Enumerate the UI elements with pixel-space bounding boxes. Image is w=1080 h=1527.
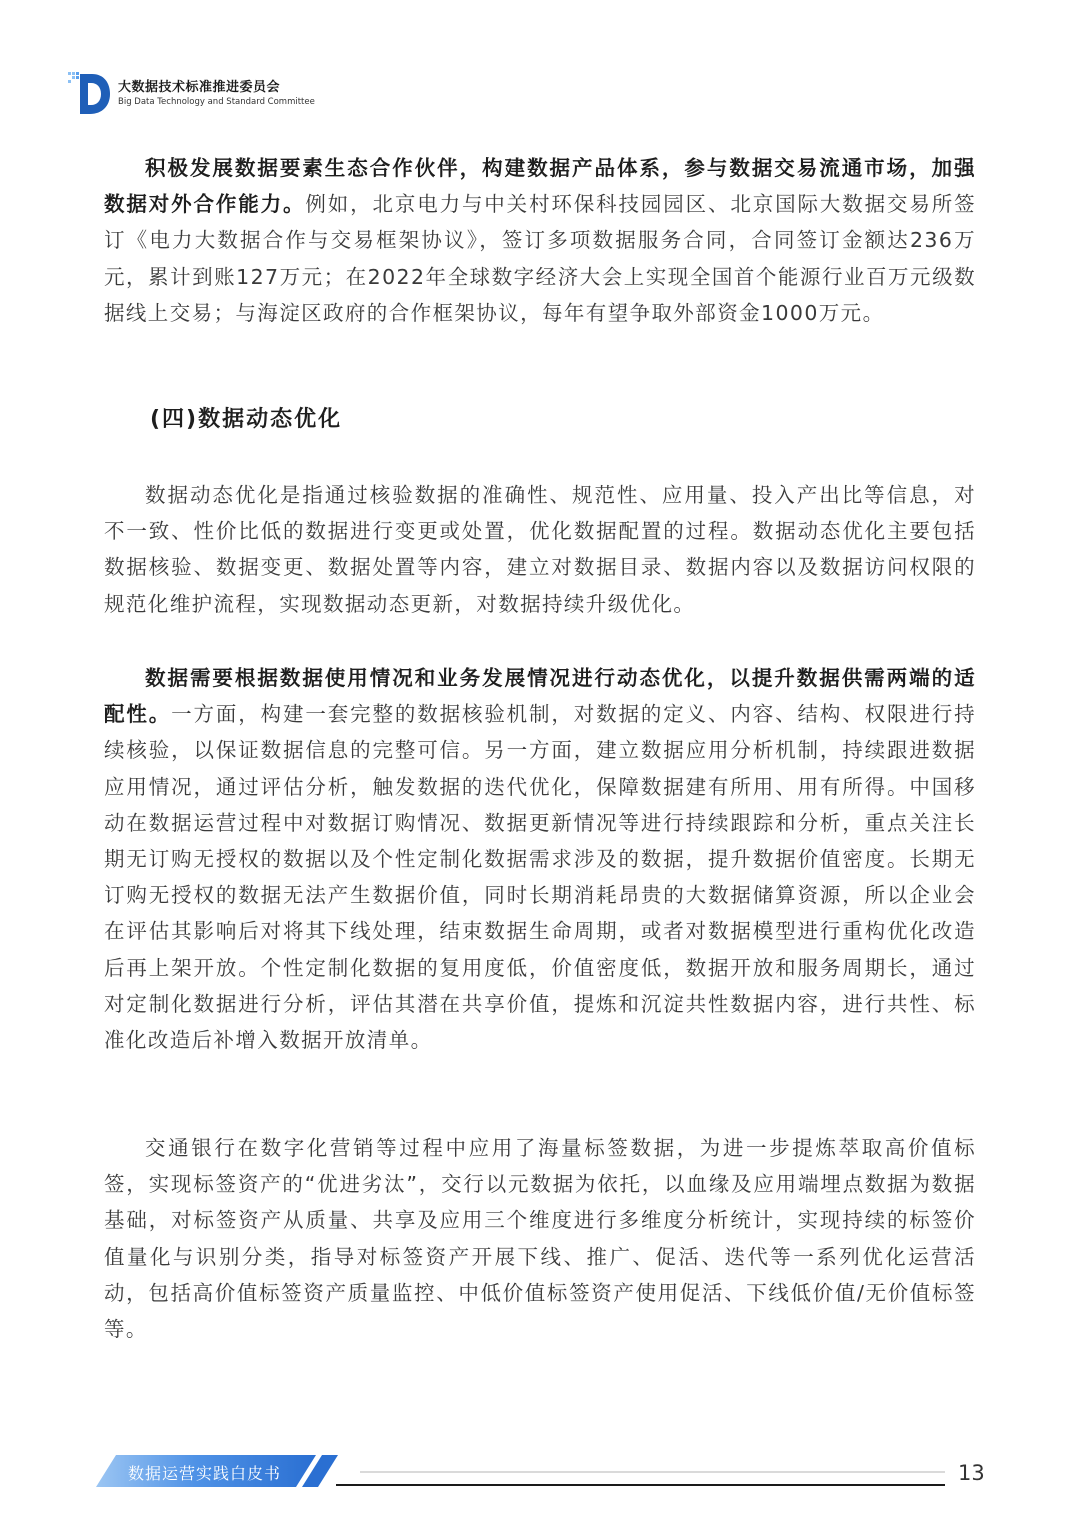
page-number: 13 xyxy=(958,1461,985,1485)
paragraph-optimization xyxy=(104,660,976,1058)
footer xyxy=(0,1450,1080,1495)
footer-title: 数据运营实践白皮书 xyxy=(128,1464,282,1483)
paragraph-partnership xyxy=(104,150,976,331)
section-heading: (四)数据动态优化 xyxy=(150,407,343,432)
header xyxy=(68,68,315,118)
paragraph-partnership-bold: 积极发展数据要素生态合作伙伴，构建数据产品体系，参与数据交易流通市场，加强数据对外合作能力。 xyxy=(104,156,976,217)
committee-logo-icon xyxy=(68,70,112,116)
paragraph-optimization-bold: 数据需要根据数据使用情况和业务发展情况进行动态优化，以提升数据供需两端的适配性。 xyxy=(104,666,976,727)
paragraph-definition: 数据动态优化是指通过核验数据的准确性、规范性、应用量、投入产出比等信息，对不一致、性价比低的数据进行变更或处置，优化数据配置的过程。数据动态优化主要包括数据核验、数据变更、数据处置等内容，建立对数据目录、数据内容以及数据访问权限的规范化维护流程，实现数据动态更新，对数据持续升级优化。 xyxy=(104,483,976,616)
org-name-cn: 大数据技术标准推进委员会 xyxy=(118,79,281,95)
paragraph-optimization-text: 一方面，构建一套完整的数据核验机制，对数据的定义、内容、结构、权限进行持续核验，以保证数据信息的完整可信。另一方面，建立数据应用分析机制，持续跟进数据应用情况，通过评估分析，触发数据的迭代优化，保障数据建有所用、用有所得。中国移动在数据运营过程中对数据订购情况、数据更新情况等进行持续跟踪和分析，重点关注长期无订购无授权的数据以及个性定制化数据需求涉及的数据，提升数据价值密度。长期无订购无授权的数据无法产生数据价值，同时长期消耗昂贵的大数据储算资源，所以企业会在评估其影响后对将其下线处理，结束数据生命周期，或者对数据模型进行重构优化改造后再上架开放。个性定制化数据的复用度低，价值密度低，数据开放和服务周期长，通过对定制化数据进行分析，评估其潜在共享价值，提炼和沉淀共性数据内容，进行共性、标准化改造后补增入数据开放清单。 xyxy=(104,702,977,1053)
paragraph-bocom-case: 交通银行在数字化营销等过程中应用了海量标签数据，为进一步提炼萃取高价值标签，实现标签资产的“优进劣汰”，交行以元数据为依托，以血缘及应用端埋点数据为数据基础，对标签资产从质量、共享及应用三个维度进行多维度分析统计，实现持续的标签价值量化与识别分类，指导对标签资产开展下线、推广、促活、迭代等一系列优化运营活动，包括高价值标签资产质量监控、中低价值标签资产使用促活、下线低价值/无价值标签等。 xyxy=(104,1136,976,1342)
org-name-en: Big Data Technology and Standard Committee xyxy=(118,96,315,107)
paragraph-partnership-text: 例如，北京电力与中关村环保科技园园区、北京国际大数据交易所签订《电力大数据合作与交易框架协议》，签订多项数据服务合同，合同签订金额达236万元，累计到账127万元；在2022年全球数字经济大会上实现全国首个能源行业百万元级数据线上交易；与海淀区政府的合作框架协议，每年有望争取外部资金1000万元。 xyxy=(104,192,976,325)
